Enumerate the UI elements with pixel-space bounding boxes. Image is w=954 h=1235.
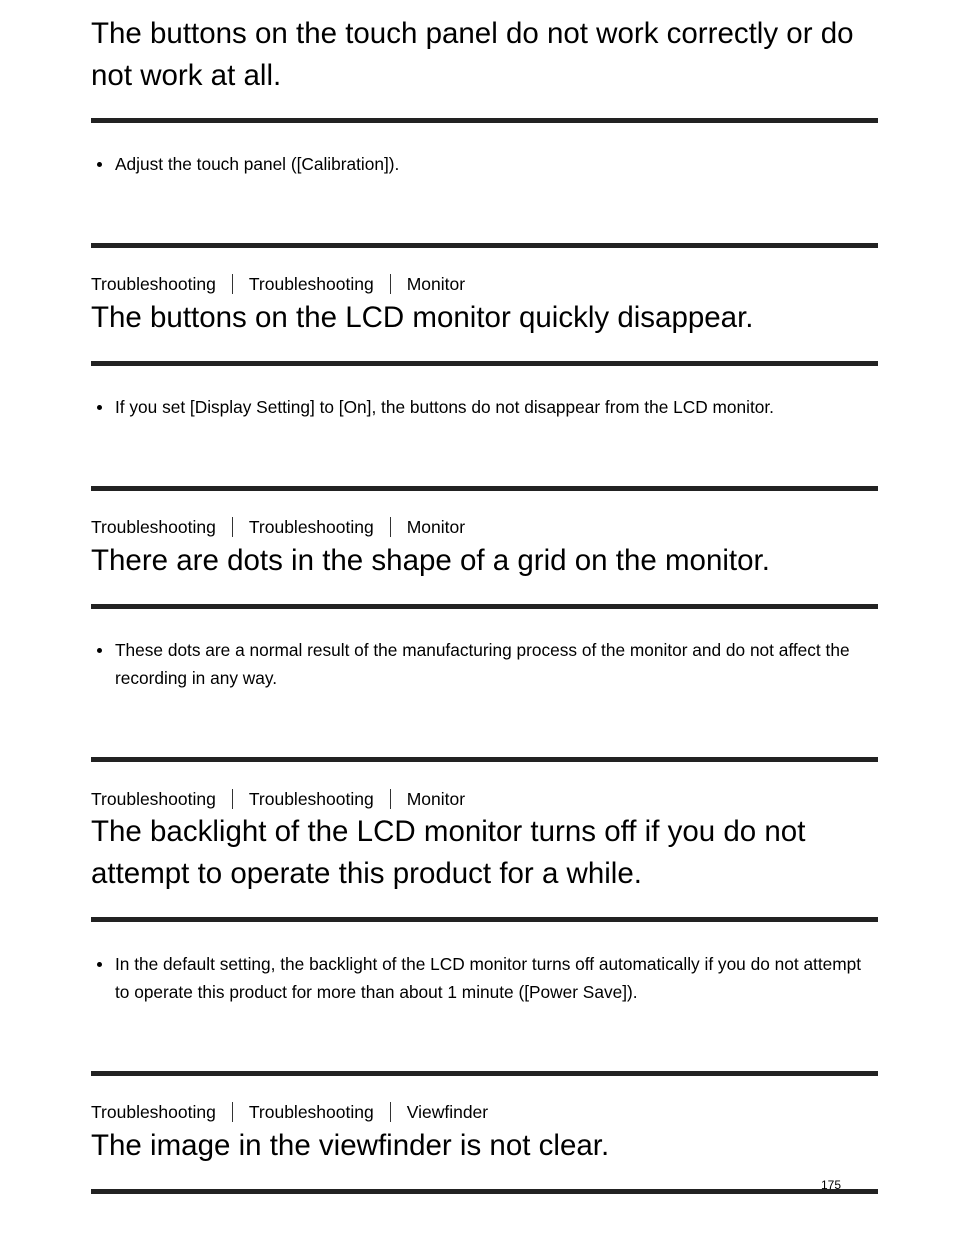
breadcrumb-separator <box>390 274 391 294</box>
section-divider <box>91 1189 878 1194</box>
list-item: These dots are a normal result of the manufacturing process of the monitor and do not affect the recording in any way. <box>91 636 871 692</box>
breadcrumb-separator <box>232 517 233 537</box>
breadcrumb-link[interactable]: Troubleshooting <box>248 1102 374 1122</box>
breadcrumb-separator <box>390 789 391 809</box>
breadcrumb-link[interactable]: Monitor <box>406 517 466 537</box>
section-title: The buttons on the touch panel do not work correctly or do not work at all. <box>91 17 854 92</box>
breadcrumb-separator <box>390 1102 391 1122</box>
section-divider <box>91 757 878 762</box>
breadcrumb-link[interactable]: Troubleshooting <box>248 274 374 294</box>
section-divider <box>91 243 878 248</box>
section-divider <box>91 361 878 366</box>
list-item: In the default setting, the backlight of the LCD monitor turns off automatically if you do not attempt to operate this product for more than about 1 minute ([Power Save]). <box>91 950 871 1006</box>
breadcrumb-link[interactable]: Troubleshooting <box>248 517 374 537</box>
breadcrumb-link[interactable]: Troubleshooting <box>91 274 216 294</box>
section-divider <box>91 486 878 491</box>
breadcrumb-link[interactable]: Troubleshooting <box>91 1102 216 1122</box>
breadcrumb <box>91 1101 488 1123</box>
breadcrumb-link[interactable]: Troubleshooting <box>91 517 216 537</box>
breadcrumb-link[interactable]: Viewfinder <box>406 1102 489 1122</box>
breadcrumb-link[interactable]: Monitor <box>406 274 466 294</box>
page-number: 175 <box>821 1178 842 1192</box>
section-divider <box>91 1071 878 1076</box>
breadcrumb <box>91 516 465 538</box>
breadcrumb-link[interactable]: Monitor <box>406 789 466 809</box>
section-divider <box>91 604 878 609</box>
section-title: The backlight of the LCD monitor turns off if you do not attempt to operate this product for a while. <box>91 815 806 890</box>
list-item: If you set [Display Setting] to [On], the buttons do not disappear from the LCD monitor. <box>91 393 871 421</box>
breadcrumb-link[interactable]: Troubleshooting <box>248 789 374 809</box>
section-title: The image in the viewfinder is not clear. <box>91 1129 610 1162</box>
section-title: There are dots in the shape of a grid on the monitor. <box>91 544 770 577</box>
breadcrumb-separator <box>390 517 391 537</box>
section-divider <box>91 118 878 123</box>
breadcrumb-separator <box>232 1102 233 1122</box>
breadcrumb-separator <box>232 789 233 809</box>
breadcrumb <box>91 788 465 810</box>
breadcrumb-link[interactable]: Troubleshooting <box>91 789 216 809</box>
list-item: Adjust the touch panel ([Calibration]). <box>91 150 871 178</box>
breadcrumb <box>91 273 465 295</box>
breadcrumb-separator <box>232 274 233 294</box>
section-divider <box>91 917 878 922</box>
section-title: The buttons on the LCD monitor quickly disappear. <box>91 301 754 334</box>
